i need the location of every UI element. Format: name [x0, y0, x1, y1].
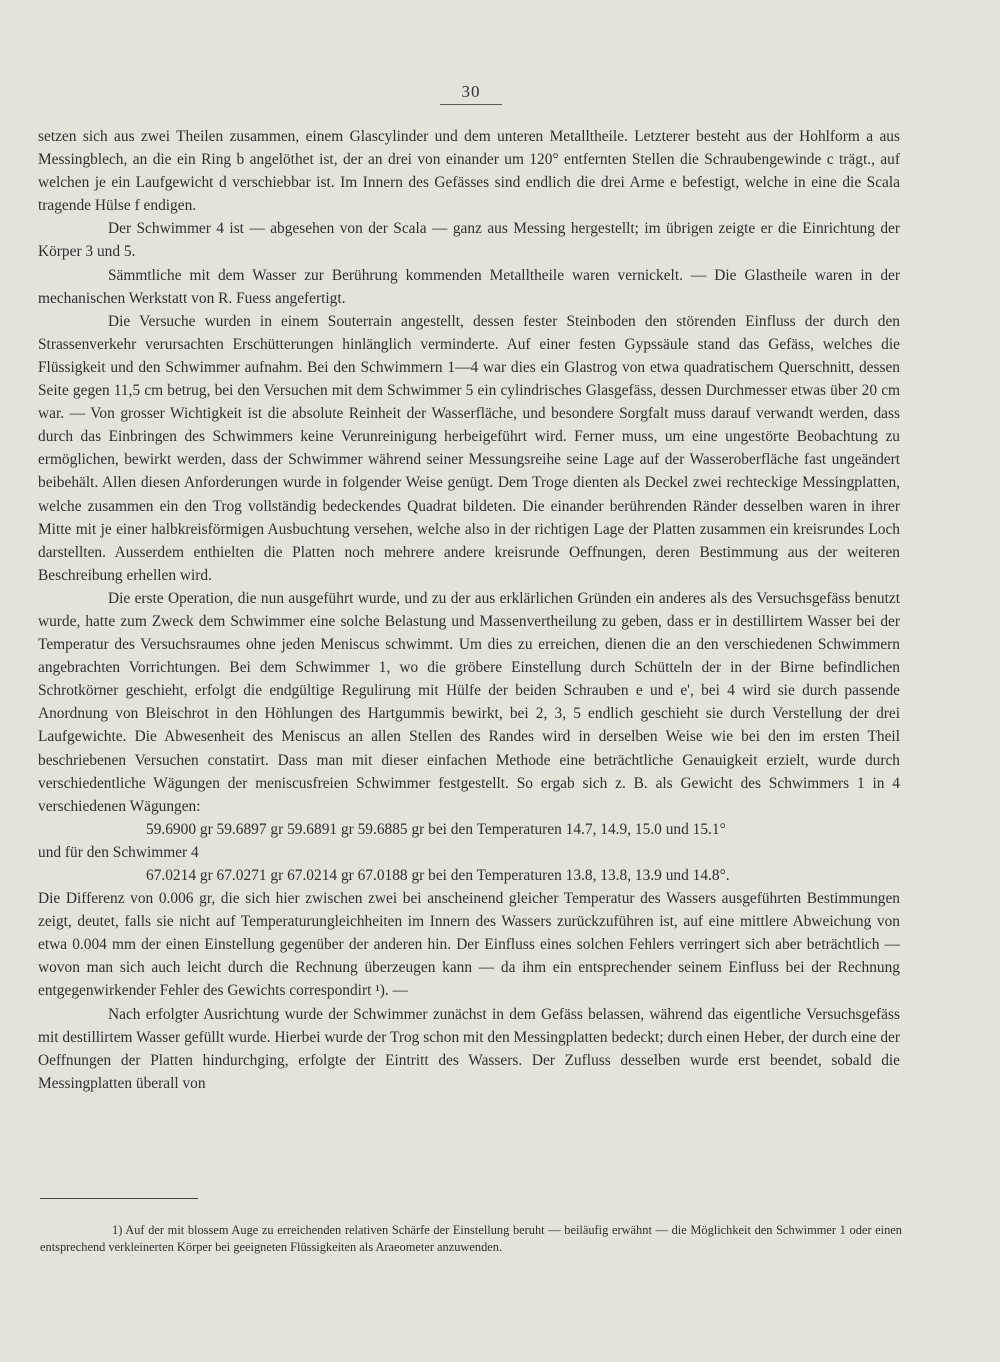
- paragraph: Sämmtliche mit dem Wasser zur Berührung kommenden Metalltheile waren vernickelt. — Die Glastheile waren in der mechanischen Werkstatt von R. Fuess angefertigt.: [38, 266, 900, 307]
- paragraph: und für den Schwimmer 4: [38, 843, 199, 861]
- paragraph: setzen sich aus zwei Theilen zusammen, einem Glascylinder und dem unteren Metalltheile. Letzterer besteht aus der Hohlform a aus Messingblech, an die ein Ring b angelöthet ist, der an drei von einander um 120° entfernten Stellen die Schraubengewinde c trägt., auf welchen je ein Laufgewicht d verschiebbar ist. Im Innern des Gefässes sind endlich die drei Arme e befestigt, welche in eine die Scala tragende Hülse f endigen.: [38, 128, 900, 215]
- footnote: [40, 1222, 902, 1256]
- paragraph: Die Versuche wurden in einem Souterrain angestellt, dessen fester Steinboden den störenden Einfluss der durch den Strassenverkehr verursachten Erschütterungen hinlänglich verminderte. Auf einer festen Gypssäule stand das Gefäss, welches die Flüssigkeit und den Schwimmer aufnahm. Bei den Schwimmern 1—4 war dies ein Glastrog von etwa quadratischem Querschnitt, dessen Seite gegen 11,5 cm betrug, bei den Versuchen mit dem Schwimmer 5 ein cylindrisches Glasgefäss, dessen Durchmesser etwas über 20 cm war. — Von grosser Wichtigkeit ist die absolute Reinheit der Wasserfläche, und besondere Sorgfalt muss darauf verwandt werden, dass durch das Einbringen des Schwimmers keine Verunreinigung herbeigeführt wird. Ferner muss, um eine ungestörte Beobachtung zu ermöglichen, bewirkt werden, dass der Schwimmer während seiner Messungsreihe seine Lage auf der Wasseroberfläche fast ungeändert beibehält. Allen diesen Anforderungen wurde in folgender Weise genügt. Dem Troge dienten als Deckel zwei rechteckige Messingplatten, welche zusammen ein den Trog vollständig bedeckendes Quadrat bildeten. Die einander berührenden Ränder desselben waren in ihrer Mitte mit je einer halbkreisförmigen Ausbuchtung versehen, welche also in der richtigen Lage der Platten zusammen ein kreisrundes Loch darstellten. Ausserdem enthielten die Platten noch mehrere andere kreisrunde Oeffnungen, deren Bestimmung aus der weiteren Beschreibung erhellen wird.: [38, 312, 900, 584]
- paragraph: Der Schwimmer 4 ist — abgesehen von der Scala — ganz aus Messing hergestellt; im übrigen zeigte er die Einrichtung der Körper 3 und 5.: [38, 220, 900, 261]
- formula-line: 67.0214 gr 67.0271 gr 67.0214 gr 67.0188 gr bei den Temperaturen 13.8, 13.8, 13.9 und 14.8°.: [146, 867, 730, 884]
- body-text: [38, 125, 900, 1095]
- page-number: 30: [440, 82, 502, 105]
- footnote-text: 1) Auf der mit blossem Auge zu erreichenden relativen Schärfe der Einstellung beruht — beiläufig erwähnt — die Möglichkeit den Schwimmer 1 oder einen entsprechend verkleinerten Körper bei geeigneten Flüssigkeiten als Araeometer anzuwenden.: [40, 1223, 902, 1254]
- paragraph: Die Differenz von 0.006 gr, die sich hier zwischen zwei bei anscheinend gleicher Temperatur des Wassers ausgeführten Bestimmungen zeigt, deutet, falls sie nicht auf Temperaturungleichheiten im Innern des Wassers zurückzuführen ist, auf eine mittlere Abweichung von etwa 0.004 mm der einen Einstellung gegenüber der anderen hin. Der Einfluss eines solchen Fehlers verringert sich aber beträchtlich — wovon man sich auch leicht durch die Rechnung überzeugen kann — da ihm ein entsprechender seinem Einfluss bei der Rechnung entgegenwirkender Fehler des Gewichts correspondirt ¹). —: [38, 890, 900, 1000]
- paragraph: Nach erfolgter Ausrichtung wurde der Schwimmer zunächst in dem Gefäss belassen, während das eigentliche Versuchsgefäss mit destillirtem Wasser gefüllt wurde. Hierbei wurde der Trog schon mit den Messingplatten bedeckt; durch einen Heber, der durch eine der Oeffnungen der Platten hindurchging, erfolgte der Eintritt des Wassers. Der Zufluss desselben wurde erst beendet, sobald die Messingplatten überall von: [38, 1005, 900, 1092]
- formula-line: 59.6900 gr 59.6897 gr 59.6891 gr 59.6885 gr bei den Temperaturen 14.7, 14.9, 15.0 und 15.1°: [146, 820, 726, 838]
- footnote-separator: [40, 1198, 198, 1199]
- paragraph: Die erste Operation, die nun ausgeführt wurde, und zu der aus erklärlichen Gründen ein anderes als des Versuchsgefäss benutzt wurde, hatte zum Zweck dem Schwimmer eine solche Belastung und Massenvertheilung zu geben, dass er in destillirtem Wasser bei der Temperatur des Versuchsraumes ohne jeden Meniscus schwimmt. Um dies zu erreichen, dienen die an den verschiedenen Schwimmern angebrachten Vorrichtungen. Bei dem Schwimmer 1, wo die gröbere Einstellung durch Schütteln der in der Birne befindlichen Schrotkörner geschieht, erfolgt die endgültige Regulirung mit Hülfe der beiden Schrauben e und e', bei 4 wird sie durch passende Anordnung von Bleischrot in den Höhlungen des Hartgummis bewirkt, bei 2, 3, 5 endlich geschieht sie durch Verstellung der drei Laufgewichte. Die Abwesenheit des Meniscus an allen Stellen des Randes wird in derselben Weise wie bei den im ersten Theil beschriebenen Versuchen constatirt. Dass man mit dieser einfachen Methode eine beträchtliche Genauigkeit erzielt, wurde durch verschiedentliche Wägungen der meniscusfreien Schwimmer festgestellt. So ergab sich z. B. als Gewicht des Schwimmers 1 in 4 verschiedenen Wägungen:: [38, 589, 900, 815]
